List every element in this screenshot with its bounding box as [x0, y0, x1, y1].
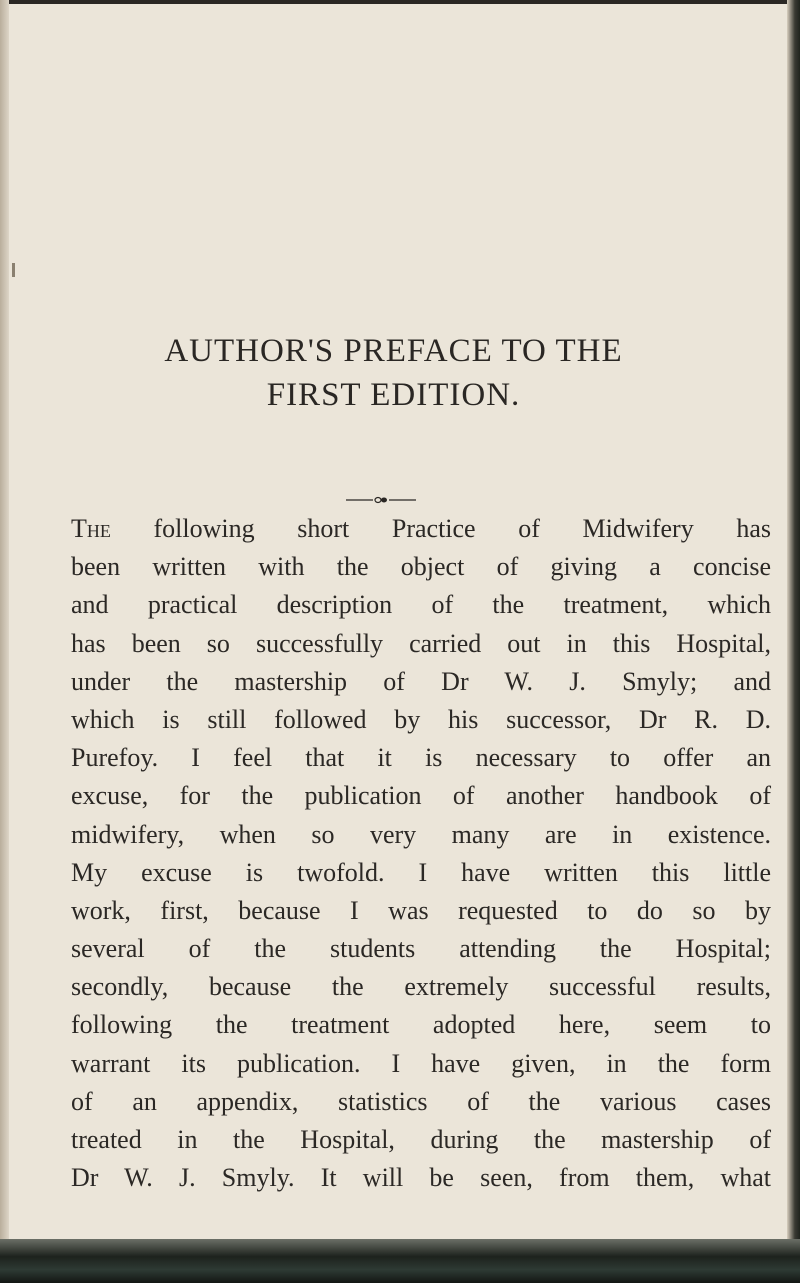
text-line: of an appendix, statistics of the various cases	[71, 1086, 771, 1116]
text-line: Purefoy. I feel that it is necessary to offer an	[71, 743, 771, 773]
text-line: The following short Practice of Midwifery has	[71, 514, 771, 543]
preface-heading: AUTHOR'S PREFACE TO THE	[164, 333, 623, 369]
page-top-edge	[0, 0, 800, 4]
text-line: midwifery, when so very many are in existence.	[71, 819, 771, 849]
preface-subheading: FIRST EDITION.	[266, 377, 521, 413]
text-line: under the mastership of Dr W. J. Smyly; and	[71, 666, 771, 696]
preface-body	[71, 510, 771, 1197]
book-cover-edge	[787, 0, 800, 1283]
text-line: several of the students attending the Hospital;	[71, 934, 771, 964]
page-bottom-edge	[0, 1239, 800, 1283]
text-line: and practical description of the treatment, which	[71, 590, 771, 620]
text-line: excuse, for the publication of another handbook of	[71, 781, 771, 811]
page-gutter-shadow	[0, 0, 9, 1283]
margin-mark	[12, 263, 15, 277]
text-line: work, first, because I was requested to do so by	[71, 895, 771, 925]
text-line: been written with the object of giving a concise	[71, 552, 771, 582]
text-line: has been so successfully carried out in this Hospital,	[71, 628, 771, 658]
text-line: My excuse is twofold. I have written this little	[71, 857, 771, 887]
ornament-divider	[346, 494, 416, 506]
text-line: following the treatment adopted here, seem to	[71, 1010, 771, 1040]
first-word: The	[71, 514, 111, 543]
text-line: treated in the Hospital, during the mastership of	[71, 1125, 771, 1154]
text-line: which is still followed by his successor, Dr R. D.	[71, 704, 771, 734]
text-line: secondly, because the extremely successful results,	[71, 972, 771, 1002]
text-line: Dr W. J. Smyly. It will be seen, from them, what	[71, 1163, 771, 1193]
text-line: warrant its publication. I have given, in the form	[71, 1048, 771, 1078]
